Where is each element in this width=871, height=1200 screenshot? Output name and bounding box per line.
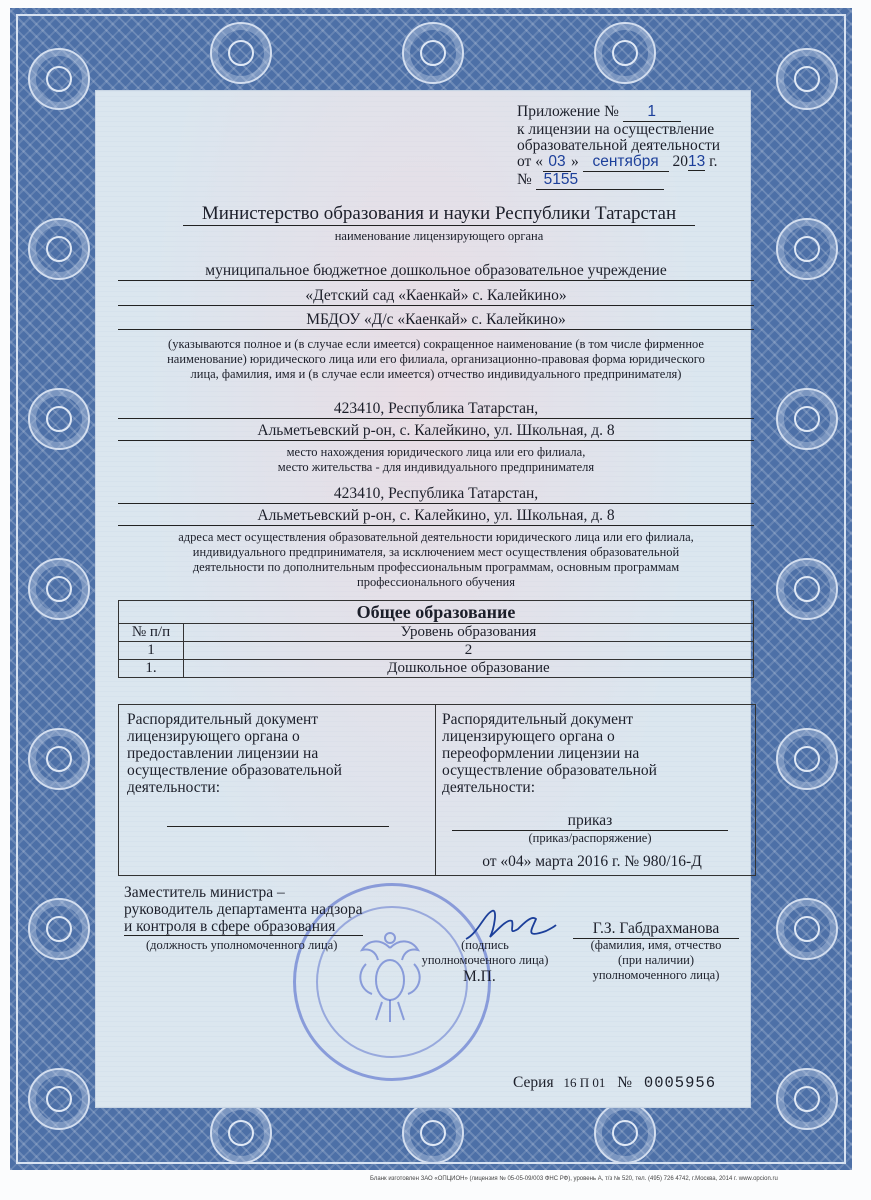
org-caption-1: (указываются полное и (в случае если имеется) сокращенное наименование (в том числе фирменное	[168, 337, 704, 351]
appendix-number: 1	[623, 103, 681, 122]
ornament-rosette	[402, 1102, 464, 1164]
table-title-row	[119, 601, 754, 624]
right-doc-type: приказ	[452, 812, 728, 831]
signature-caption-2: уполномоченного лица)	[421, 953, 549, 967]
appendix-date-day: 03	[543, 153, 571, 172]
ornament-rosette	[28, 218, 90, 280]
org-name-line2: «Детский сад «Каенкай» с. Калейкино»	[118, 287, 754, 306]
signer-position	[124, 884, 363, 936]
ornament-rosette	[28, 388, 90, 450]
location-caption-2: место жительства - для индивидуального предпринимателя	[277, 460, 595, 474]
row-education-level: Дошкольное образование	[184, 660, 754, 678]
org-name-line1: муниципальное бюджетное дошкольное образовательное учреждение	[118, 262, 754, 281]
appendix-number-line: № 5155	[517, 171, 664, 190]
ornament-rosette	[776, 218, 838, 280]
left-doc-line5: деятельности:	[127, 779, 221, 796]
ornament-rosette	[776, 558, 838, 620]
signer-position-line3: и контроля в сфере образования	[124, 918, 363, 936]
appendix-to-license-1: к лицензии на осуществление	[517, 121, 715, 138]
ornament-rosette	[776, 898, 838, 960]
ornament-rosette	[776, 388, 838, 450]
right-doc-line1: Распорядительный документ	[442, 711, 634, 728]
printer-note: Бланк изготовлен ЗАО «ОПЦИОН» (лицензия № 05-05-09/003 ФНС РФ), уровень А, т/з № 520, тел. (495) 726 4742, г.Москва, 2014 г. www.opcion.ru	[370, 1176, 778, 1182]
signer-position-line1: Заместитель министра –	[124, 884, 285, 901]
name-caption-1: (фамилия, имя, отчество	[590, 938, 722, 952]
left-doc-blank-line	[167, 826, 389, 827]
ornament-rosette	[402, 22, 464, 84]
column-number-1: 1	[119, 642, 184, 660]
col-header-level: Уровень образования	[184, 624, 754, 642]
location-line2: Альметьевский р-он, с. Калейкино, ул. Школьная, д. 8	[118, 422, 754, 441]
activity-caption-3: деятельности по дополнительным профессиональным программам, основным программам	[192, 560, 680, 574]
ornament-rosette	[28, 558, 90, 620]
right-doc-line4: осуществление образовательной	[442, 762, 657, 779]
license-documents-box	[118, 704, 756, 876]
left-doc-line1: Распорядительный документ	[127, 711, 319, 728]
right-doc-line3: переоформлении лицензии на	[442, 745, 640, 762]
name-caption-3: уполномоченного лица)	[592, 968, 720, 982]
row-number: 1.	[119, 660, 184, 678]
activity-caption-1: адреса мест осуществления образовательной деятельности юридического лица или его филиала,	[178, 530, 694, 544]
authority-caption: наименование лицензирующего органа	[334, 229, 544, 243]
table-title: Общее образование	[119, 601, 754, 624]
left-doc-line2: лицензирующего органа о	[127, 728, 300, 745]
ornament-rosette	[594, 1102, 656, 1164]
ornament-rosette	[28, 1068, 90, 1130]
appendix-to-license-2: образовательной деятельности	[517, 137, 721, 154]
series-code: 16 П 01	[563, 1075, 606, 1090]
original-license-document	[119, 705, 436, 875]
activity-caption-2: индивидуального предпринимателя, за исключением мест осуществления образовательной	[192, 545, 680, 559]
signature-caption-1: (подпись	[461, 938, 509, 952]
right-doc-type-caption: (приказ/распоряжение)	[528, 831, 652, 845]
left-doc-line4: осуществление образовательной	[127, 762, 342, 779]
appendix-date-year: 13	[687, 153, 706, 170]
reissued-license-document	[436, 705, 755, 875]
appendix-date-month: сентября	[583, 153, 669, 172]
form-number: 0005956	[643, 1074, 717, 1092]
seal-place-label: М.П.	[463, 968, 496, 985]
activity-address-line1: 423410, Республика Татарстан,	[118, 485, 754, 504]
activity-address-line2: Альметьевский р-он, с. Калейкино, ул. Школьная, д. 8	[118, 507, 754, 526]
signer-name: Г.З. Габдрахманова	[573, 920, 739, 939]
col-header-number: № п/п	[119, 624, 184, 642]
location-line1: 423410, Республика Татарстан,	[118, 400, 754, 419]
appendix-label-line: Приложение № 1	[517, 103, 681, 122]
ornament-rosette	[28, 898, 90, 960]
right-doc-line5: деятельности:	[442, 779, 536, 796]
left-doc-line3: предоставлении лицензии на	[127, 745, 319, 762]
signer-position-line2: руководитель департамента надзора	[124, 901, 363, 918]
ornament-rosette	[28, 728, 90, 790]
license-number: 5155	[536, 171, 664, 190]
org-short-name: МБДОУ «Д/с «Каенкай» с. Калейкино»	[118, 311, 754, 330]
org-caption-2: наименование) юридического лица или его филиала, организационно-правовая форма юридического	[167, 352, 705, 366]
ornament-rosette	[210, 1102, 272, 1164]
location-caption-1: место нахождения юридического лица или его филиала,	[286, 445, 586, 459]
signer-position-caption: (должность уполномоченного лица)	[146, 938, 338, 952]
form-series: Серия 16 П 01 № 0005956	[513, 1074, 717, 1092]
org-caption-3: лица, фамилия, имя и (в случае если имеется) отчество индивидуального предпринимателя)	[190, 367, 682, 381]
ornament-rosette	[594, 22, 656, 84]
ornament-rosette	[210, 22, 272, 84]
right-doc-line2: лицензирующего органа о	[442, 728, 615, 745]
ornament-rosette	[776, 48, 838, 110]
ornament-rosette	[776, 1068, 838, 1130]
column-number-2: 2	[184, 642, 754, 660]
table-number-row	[119, 642, 754, 660]
table-header-row	[119, 624, 754, 642]
appendix-date-line: от « 03 » сентября 2013 г.	[517, 153, 718, 170]
right-doc-date: от «04» марта 2016 г. № 980/16-Д	[482, 853, 702, 870]
ornament-rosette	[28, 48, 90, 110]
ornament-rosette	[776, 728, 838, 790]
education-table	[118, 600, 754, 678]
activity-caption-4: профессионального обучения	[357, 575, 515, 589]
name-caption-2: (при наличии)	[617, 953, 695, 967]
authority-name: Министерство образования и науки Республики Татарстан	[183, 203, 695, 226]
table-row	[119, 660, 754, 678]
